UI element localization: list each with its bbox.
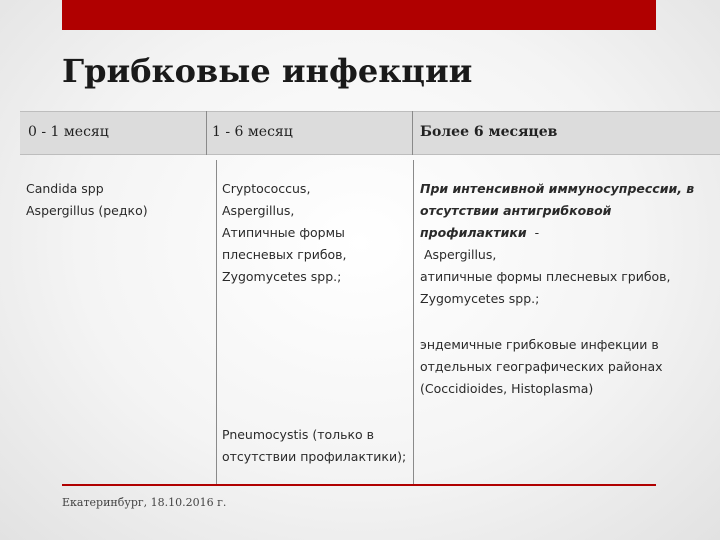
pathogen-line: Zygomycetes spp.; — [420, 291, 540, 306]
cell-over-6-months — [420, 178, 710, 310]
column-divider-header-2 — [412, 111, 413, 155]
slide-title: Грибковые инфекции — [62, 52, 473, 90]
column-divider-body-1 — [216, 160, 217, 486]
pathogen-line: эндемичные грибковые инфекции в — [420, 337, 659, 352]
pathogen-line: Candida spp — [26, 181, 104, 196]
header-1-6-months: 1 - 6 месяц — [212, 124, 293, 140]
slide-footer: Екатеринбург, 18.10.2016 г. — [62, 496, 227, 509]
bottom-accent-line — [62, 484, 656, 486]
table-header-row — [20, 111, 720, 155]
header-0-1-month: 0 - 1 месяц — [28, 124, 109, 140]
pathogen-line: Zygomycetes spp.; — [222, 269, 342, 284]
dash-suffix: - — [526, 225, 540, 240]
pathogen-line: Aspergillus, — [420, 247, 497, 262]
pathogen-line: отдельных географических районах — [420, 359, 663, 374]
pathogen-line: Aspergillus (редко) — [26, 203, 148, 218]
pathogen-line: атипичные формы плесневых грибов, — [420, 269, 671, 284]
condition-text: профилактики — [420, 225, 527, 240]
pathogen-line: Атипичные формы — [222, 225, 345, 240]
top-accent-bar — [62, 0, 656, 30]
condition-line-with-dash — [420, 222, 710, 244]
pathogen-line: Pneumocystis (только в — [222, 427, 375, 442]
pathogen-line: отсутствии профилактики); — [222, 449, 407, 464]
pathogen-line: плесневых грибов, — [222, 247, 347, 262]
condition-line: При интенсивной иммуносупрессии, в — [420, 181, 695, 196]
pathogen-line: Cryptococcus, — [222, 181, 311, 196]
pathogen-line: Aspergillus, — [222, 203, 295, 218]
column-divider-body-2 — [413, 160, 414, 486]
cell-1-6-months-pneumocystis — [222, 424, 412, 468]
cell-0-1-month — [26, 178, 211, 222]
cell-over-6-months-endemic — [420, 334, 710, 400]
column-divider-header-1 — [206, 111, 207, 155]
cell-1-6-months — [222, 178, 412, 288]
header-over-6-months: Более 6 месяцев — [420, 124, 558, 140]
pathogen-line: (Coccidioides, Histoplasma) — [420, 381, 594, 396]
condition-line: отсутствии антигрибковой — [420, 203, 612, 218]
